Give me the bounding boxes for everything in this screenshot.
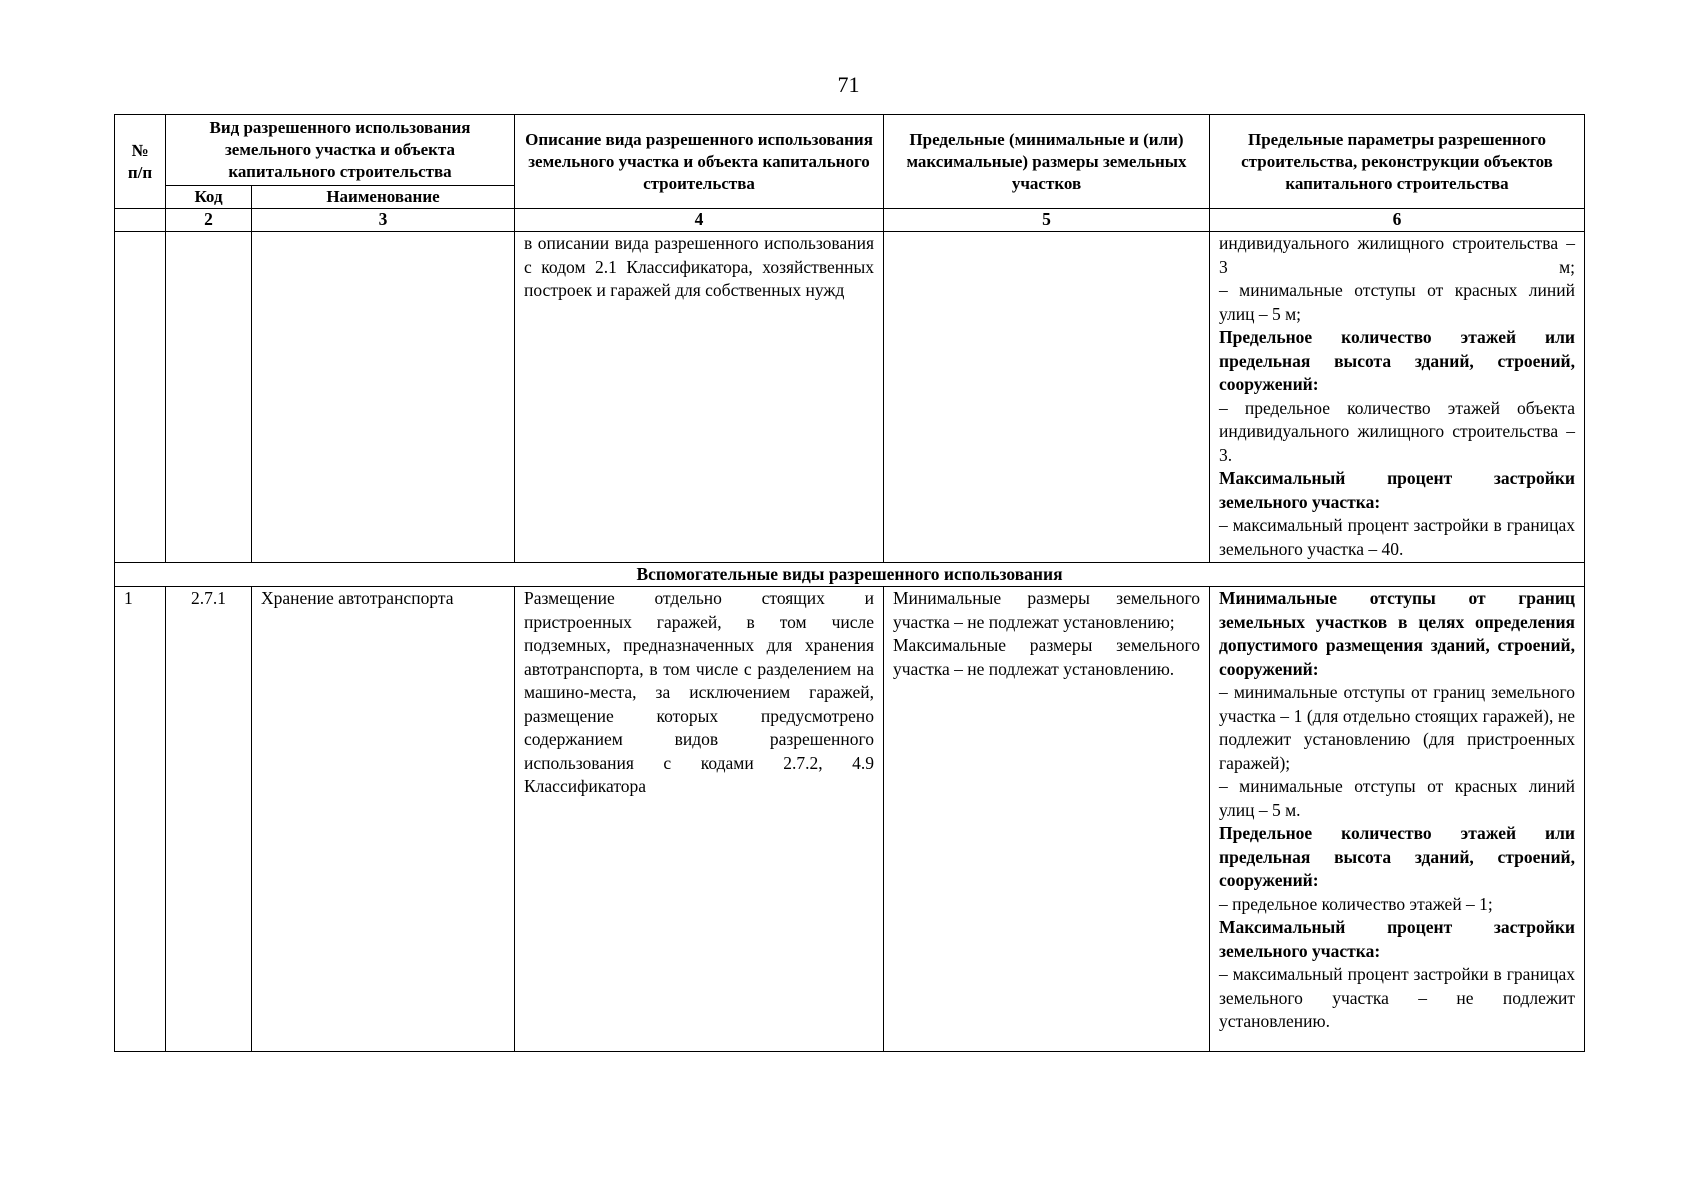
- row-description: Размещение отдельно стоящих и пристроенных гаражей, в том числе подземных, предназначенных для хранения автотранспорта, в том числе с разделением на машино-места, за исключением гаражей, размещение которых предусмотрено содержанием видов разрешенного использования с кодами 2.7.2, 4.9 Классификатора: [515, 587, 884, 1052]
- param-line: – минимальные отступы от границ земельного участка – 1 (для отдельно стоящих гаражей), не подлежит установлению (для пристроенных гаражей);: [1219, 682, 1575, 773]
- size-line: Минимальные размеры земельного участка – не подлежат установлению;: [893, 588, 1200, 632]
- header-col-no: № п/п: [115, 115, 166, 209]
- continuation-code-cell: [166, 232, 252, 563]
- column-number: 6: [1210, 209, 1585, 232]
- header-col-sizes: Предельные (минимальные и (или) максимальные) размеры земельных участков: [884, 115, 1210, 209]
- header-col-description: Описание вида разрешенного использования земельного участка и объекта капитального строительства: [515, 115, 884, 209]
- size-line: Максимальные размеры земельного участка – не подлежат установлению.: [893, 635, 1200, 679]
- land-use-regulations-table: [114, 114, 1585, 1052]
- page-number: 71: [837, 72, 860, 97]
- header-col-use-type: Вид разрешенного использования земельного участка и объекта капитального строительства: [166, 115, 515, 186]
- param-heading: Предельное количество этажей или предельная высота зданий, строений, сооружений:: [1219, 823, 1575, 890]
- param-line: – максимальный процент застройки в границах земельного участка – не подлежит установлению.: [1219, 964, 1575, 1031]
- row-code: 2.7.1: [166, 587, 252, 1052]
- param-line: – максимальный процент застройки в границах земельного участка – 40.: [1219, 515, 1575, 559]
- row-sizes: [884, 587, 1210, 1052]
- table-row: [115, 587, 1585, 1052]
- header-row-top: [115, 115, 1585, 186]
- continuation-params: [1210, 232, 1585, 563]
- row-no: 1: [115, 587, 166, 1052]
- continuation-sizes-cell: [884, 232, 1210, 563]
- param-line: – предельное количество этажей – 1;: [1219, 893, 1493, 914]
- header-col-name: Наименование: [252, 186, 515, 209]
- column-number: 4: [515, 209, 884, 232]
- continuation-row: [115, 232, 1585, 563]
- continuation-name-cell: [252, 232, 515, 563]
- column-number: 5: [884, 209, 1210, 232]
- param-line: индивидуального жилищного строительства – 3 м;: [1219, 233, 1575, 277]
- param-line: – минимальные отступы от красных линий улиц – 5 м;: [1219, 280, 1575, 324]
- column-number-empty: [115, 209, 166, 232]
- header-col-params: Предельные параметры разрешенного строительства, реконструкции объектов капитального строительства: [1210, 115, 1585, 209]
- section-title: Вспомогательные виды разрешенного использования: [115, 563, 1585, 587]
- param-heading: Максимальный процент застройки земельного участка:: [1219, 468, 1575, 512]
- param-heading: Максимальный процент застройки земельного участка:: [1219, 917, 1575, 961]
- continuation-description: в описании вида разрешенного использования с кодом 2.1 Классификатора, хозяйственных построек и гаражей для собственных нужд: [515, 232, 884, 563]
- column-number-row: [115, 209, 1585, 232]
- section-row: [115, 563, 1585, 587]
- row-params: [1210, 587, 1585, 1052]
- column-number: 2: [166, 209, 252, 232]
- param-heading: Минимальные отступы от границ земельных участков в целях определения допустимого размещения зданий, строений, сооружений:: [1219, 588, 1575, 679]
- header-col-code: Код: [166, 186, 252, 209]
- continuation-no-cell: [115, 232, 166, 563]
- column-number: 3: [252, 209, 515, 232]
- param-line: – минимальные отступы от красных линий улиц – 5 м.: [1219, 776, 1575, 820]
- row-name: Хранение автотранспорта: [252, 587, 515, 1052]
- param-heading: Предельное количество этажей или предельная высота зданий, строений, сооружений:: [1219, 327, 1575, 394]
- param-line: – предельное количество этажей объекта индивидуального жилищного строительства – 3.: [1219, 397, 1575, 465]
